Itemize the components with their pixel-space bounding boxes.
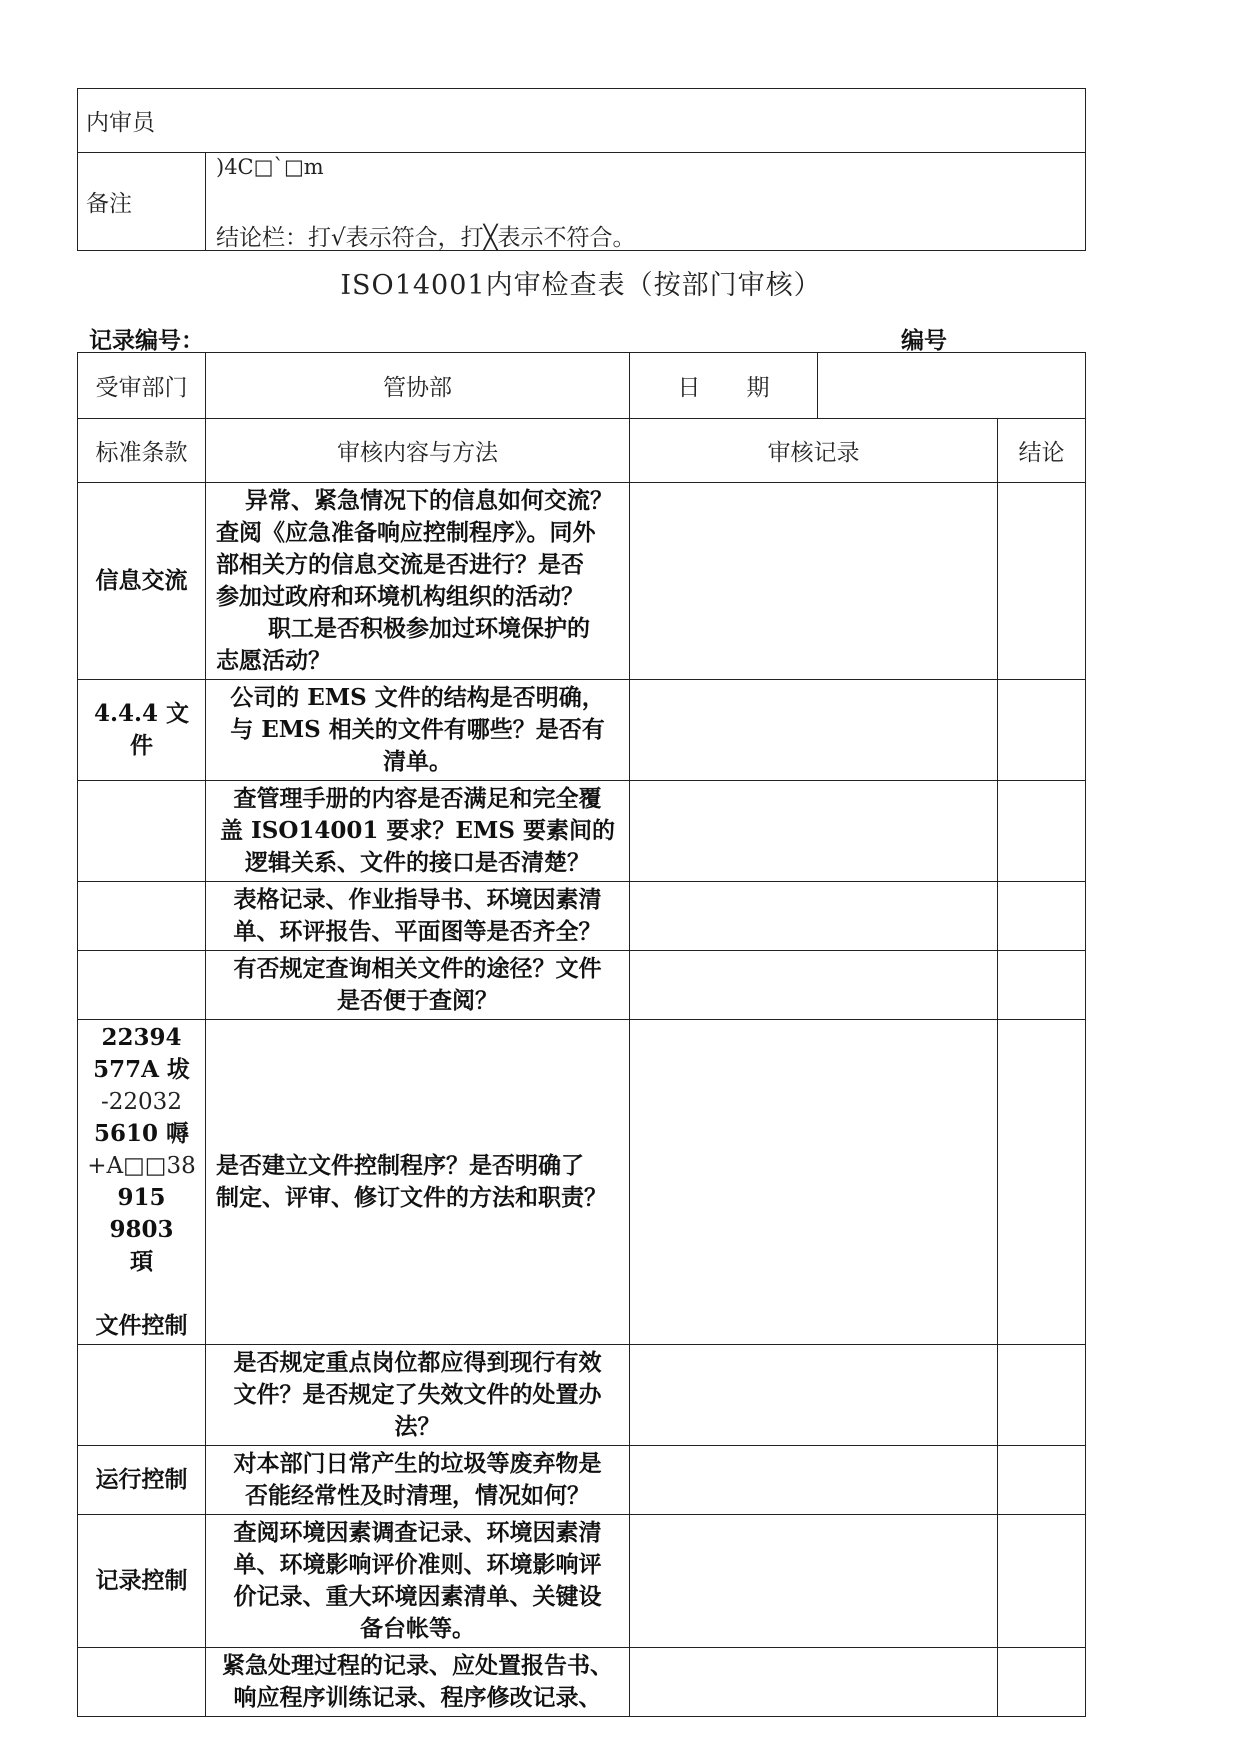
content-cell [206, 680, 630, 781]
content-line: 价记录、重大环境因素清单、关键设 [233, 1583, 602, 1610]
conclusion-cell [998, 951, 1086, 1020]
clause-cell: 记录控制 [78, 1515, 206, 1648]
clause-line: +A□□38 [87, 1153, 196, 1179]
conclusion-cell [998, 1515, 1086, 1648]
remark-cell [206, 153, 1086, 251]
content-line: 是否规定重点岗位都应得到现行有效 [233, 1349, 602, 1376]
record-no-label: 记录编号： [89, 327, 204, 354]
table-row [78, 1020, 1086, 1345]
col-header-conclusion: 结论 [998, 419, 1086, 483]
clause-line: 22394 [101, 1024, 182, 1051]
content-line: 盖 ISO14001 要求？EMS 要素间的 [219, 817, 616, 844]
clause-cell [78, 1020, 206, 1345]
conclusion-cell [998, 1020, 1086, 1345]
content-line: 是否便于查阅？ [337, 987, 498, 1014]
content-line: 制定、评审、修订文件的方法和职责？ [216, 1184, 607, 1211]
table-row [78, 680, 1086, 781]
clause-cell [78, 1345, 206, 1446]
table-row [78, 483, 1086, 680]
content-line: 有否规定查询相关文件的途径？文件 [233, 955, 602, 982]
clause-cell [78, 1648, 206, 1717]
record-cell [630, 1515, 998, 1648]
content-line: 异常、紧急情况下的信息如何交流？ [222, 487, 613, 514]
content-line: 职工是否积极参加过环境保护的 [245, 615, 590, 642]
content-line: 对本部门日常产生的垃圾等废弃物是 [233, 1450, 602, 1477]
clause-line: -22032 [101, 1089, 182, 1115]
record-cell [630, 483, 998, 680]
clause-cell: 4.4.4 文件 [78, 680, 206, 781]
column-header-row [78, 419, 1086, 483]
content-line: 表格记录、作业指导书、环境因素清 [233, 886, 602, 913]
clause-cell: 运行控制 [78, 1446, 206, 1515]
conclusion-cell [998, 781, 1086, 882]
document-sheet [77, 88, 1085, 1711]
content-line: 是否建立文件控制程序？是否明确了 [216, 1152, 584, 1179]
content-cell [206, 1648, 630, 1717]
auditor-remark-table [77, 88, 1086, 251]
record-cell [630, 781, 998, 882]
content-line: 参加过政府和环境机构组织的活动？ [216, 583, 584, 610]
content-line: 查阅环境因素调查记录、环境因素清 [233, 1519, 602, 1546]
number-label: 编号 [901, 327, 947, 354]
col-header-clause: 标准条款 [78, 419, 206, 483]
content-line: 单、环境影响评价准则、环境影响评 [233, 1551, 602, 1578]
content-line: 法？ [394, 1413, 441, 1440]
content-cell [206, 781, 630, 882]
table-row [78, 1515, 1086, 1648]
record-cell [630, 882, 998, 951]
clause-line: 915 9803 [109, 1184, 174, 1243]
content-cell [206, 1446, 630, 1515]
content-cell [206, 1345, 630, 1446]
content-cell [206, 1020, 630, 1345]
content-line: 响应程序训练记录、程序修改记录、 [233, 1684, 602, 1711]
table-row [78, 1648, 1086, 1717]
conclusion-cell [998, 1648, 1086, 1717]
record-cell [630, 1446, 998, 1515]
conclusion-cell [998, 680, 1086, 781]
content-line: 单、环评报告、平面图等是否齐全？ [233, 918, 602, 945]
content-line: 查阅《应急准备响应控制程序》。同外 [216, 519, 596, 546]
record-cell [630, 1020, 998, 1345]
table-row [78, 882, 1086, 951]
table-row [78, 781, 1086, 882]
col-header-record: 审核记录 [630, 419, 998, 483]
dept-label: 受审部门 [78, 353, 206, 419]
table-row [78, 951, 1086, 1020]
content-cell [206, 882, 630, 951]
auditor-row [78, 89, 1086, 153]
remark-row [78, 153, 1086, 251]
content-line: 部相关方的信息交流是否进行？是否 [216, 551, 584, 578]
remark-label: 备注 [78, 153, 206, 251]
dept-row [78, 353, 1086, 419]
table-row [78, 1345, 1086, 1446]
checklist-table [77, 352, 1086, 1717]
conclusion-cell [998, 882, 1086, 951]
clause-line: 頊 [130, 1248, 153, 1275]
content-cell [206, 951, 630, 1020]
auditor-label: 内审员 [78, 89, 1086, 153]
content-line: 与 EMS 相关的文件有哪些？是否有 [230, 716, 605, 743]
dept-value: 管协部 [206, 353, 630, 419]
record-cell [630, 951, 998, 1020]
clause-line: 577A 坺 [93, 1056, 190, 1083]
conclusion-cell [998, 1345, 1086, 1446]
conclusion-cell [998, 483, 1086, 680]
content-line: 紧急处理过程的记录、应处置报告书、 [222, 1652, 613, 1679]
record-number-line [77, 320, 1085, 352]
clause-cell [78, 951, 206, 1020]
clause-cell: 信息交流 [78, 483, 206, 680]
content-line: 逻辑关系、文件的接口是否清楚？ [245, 849, 590, 876]
table-row [78, 1446, 1086, 1515]
content-line: 查管理手册的内容是否满足和完全覆 [233, 785, 602, 812]
record-cell [630, 680, 998, 781]
date-value [818, 353, 1086, 419]
date-label: 日 期 [630, 353, 818, 419]
clause-line: 文件控制 [95, 1312, 188, 1339]
clause-cell [78, 882, 206, 951]
record-cell [630, 1648, 998, 1717]
clause-line [84, 1278, 199, 1310]
content-line: 清单。 [383, 748, 452, 775]
conclusion-cell [998, 1446, 1086, 1515]
content-cell [206, 483, 630, 680]
content-line: 文件？是否规定了失效文件的处置办 [233, 1381, 602, 1408]
col-header-content: 审核内容与方法 [206, 419, 630, 483]
remark-garbled-text: )4C□`□m [216, 155, 324, 179]
remark-text: 结论栏：打√表示符合，打╳表示不符合。 [216, 225, 636, 251]
content-line: 公司的 EMS 文件的结构是否明确， [230, 684, 605, 711]
clause-line: 5610 嗕 [93, 1120, 190, 1147]
content-line: 志愿活动？ [216, 647, 331, 674]
content-cell [206, 1515, 630, 1648]
content-line: 备台帐等。 [360, 1615, 475, 1642]
record-cell [630, 1345, 998, 1446]
document-title: ISO14001内审检查表（按部门审核） [340, 270, 822, 301]
content-line: 否能经常性及时清理，情况如何？ [245, 1482, 590, 1509]
clause-cell [78, 781, 206, 882]
